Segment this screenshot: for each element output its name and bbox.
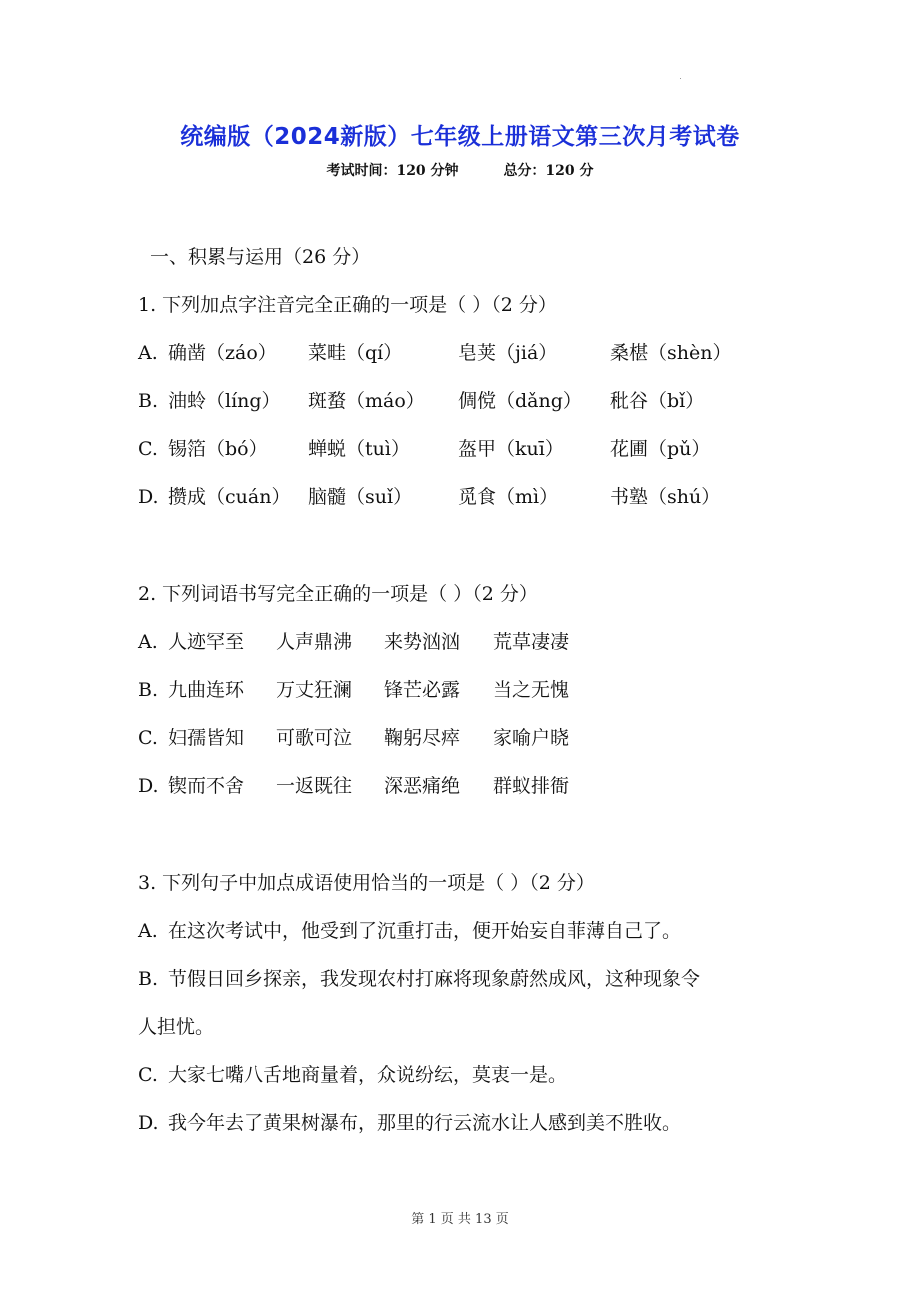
section-title: 一、积累与运用（26 分） bbox=[150, 246, 371, 268]
option-item: 九曲连环 bbox=[168, 679, 245, 701]
option-item: 群蚁排衙 bbox=[493, 775, 570, 797]
option-item: 攒成（cuán） bbox=[168, 486, 291, 508]
option-item: 锡箔（bó） bbox=[168, 438, 268, 460]
option-item: 一返既往 bbox=[276, 775, 353, 797]
exam-meta bbox=[0, 160, 920, 180]
option-item: 菜畦（qí） bbox=[308, 342, 403, 364]
option-text: 节假日回乡探亲，我发现农村打麻将现象蔚然成风，这种现象令 bbox=[168, 968, 701, 990]
option-text: 我今年去了黄果树瀑布，那里的行云流水让人感到美不胜收。 bbox=[168, 1112, 682, 1134]
exam-time: 考试时间：120 分钟 bbox=[326, 163, 459, 179]
option-item: 当之无愧 bbox=[493, 679, 570, 701]
exam-title: 统编版（2024新版）七年级上册语文第三次月考试卷 bbox=[180, 124, 740, 150]
option-label: A. bbox=[138, 631, 158, 653]
option-item: 荒草凄凄 bbox=[493, 631, 570, 653]
option-text: 在这次考试中，他受到了沉重打击，便开始妄自菲薄自己了。 bbox=[168, 920, 682, 942]
option-item: 书塾（shú） bbox=[610, 486, 721, 508]
option-item: 万丈狂澜 bbox=[276, 679, 353, 701]
option-item: 深恶痛绝 bbox=[384, 775, 461, 797]
option-item: 皂荚（jiá） bbox=[458, 342, 558, 364]
option-label: B. bbox=[138, 679, 159, 701]
stray-mark bbox=[680, 78, 681, 79]
option-label: A. bbox=[138, 342, 158, 364]
option-item: 斑蝥（máo） bbox=[308, 390, 425, 412]
option-text: 人担忧。 bbox=[138, 1016, 215, 1038]
option-item: 觅食（mì） bbox=[458, 486, 559, 508]
option-item: 家喻户晓 bbox=[493, 727, 570, 749]
option-label: C. bbox=[138, 727, 158, 749]
option-text: 大家七嘴八舌地商量着，众说纷纭，莫衷一是。 bbox=[168, 1064, 568, 1086]
option-label: D. bbox=[138, 1112, 159, 1134]
option-item: 倜傥（dǎng） bbox=[458, 390, 582, 412]
q3-stem: 3. 下列句子中加点成语使用恰当的一项是（ ）（2 分） bbox=[138, 872, 595, 894]
page-footer: 第 1 页 共 13 页 bbox=[411, 1212, 509, 1227]
option-label: C. bbox=[138, 1064, 158, 1086]
option-label: D. bbox=[138, 486, 159, 508]
q2-stem: 2. 下列词语书写完全正确的一项是（ ）（2 分） bbox=[138, 583, 538, 605]
option-item: 花圃（pǔ） bbox=[610, 438, 711, 460]
option-item: 人声鼎沸 bbox=[276, 631, 353, 653]
option-item: 妇孺皆知 bbox=[168, 727, 245, 749]
option-item: 油蛉（líng） bbox=[168, 390, 281, 412]
option-item: 脑髓（suǐ） bbox=[308, 486, 413, 508]
option-item: 鞠躬尽瘁 bbox=[384, 727, 461, 749]
option-label: B. bbox=[138, 968, 159, 990]
option-item: 确凿（záo） bbox=[168, 342, 277, 364]
option-item: 来势汹汹 bbox=[384, 631, 461, 653]
q1-stem: 1. 下列加点字注音完全正确的一项是（ ）（2 分） bbox=[138, 294, 557, 316]
option-item: 锋芒必露 bbox=[384, 679, 461, 701]
option-item: 秕谷（bǐ） bbox=[610, 390, 705, 412]
option-item: 可歌可泣 bbox=[276, 727, 353, 749]
option-label: A. bbox=[138, 920, 158, 942]
option-item: 蝉蜕（tuì） bbox=[308, 438, 410, 460]
option-label: B. bbox=[138, 390, 159, 412]
total-score: 总分：120 分 bbox=[503, 163, 594, 179]
option-label: D. bbox=[138, 775, 159, 797]
option-item: 锲而不舍 bbox=[168, 775, 245, 797]
option-item: 人迹罕至 bbox=[168, 631, 245, 653]
option-item: 盔甲（kuī） bbox=[458, 438, 564, 460]
option-label: C. bbox=[138, 438, 158, 460]
option-item: 桑椹（shèn） bbox=[610, 342, 732, 364]
